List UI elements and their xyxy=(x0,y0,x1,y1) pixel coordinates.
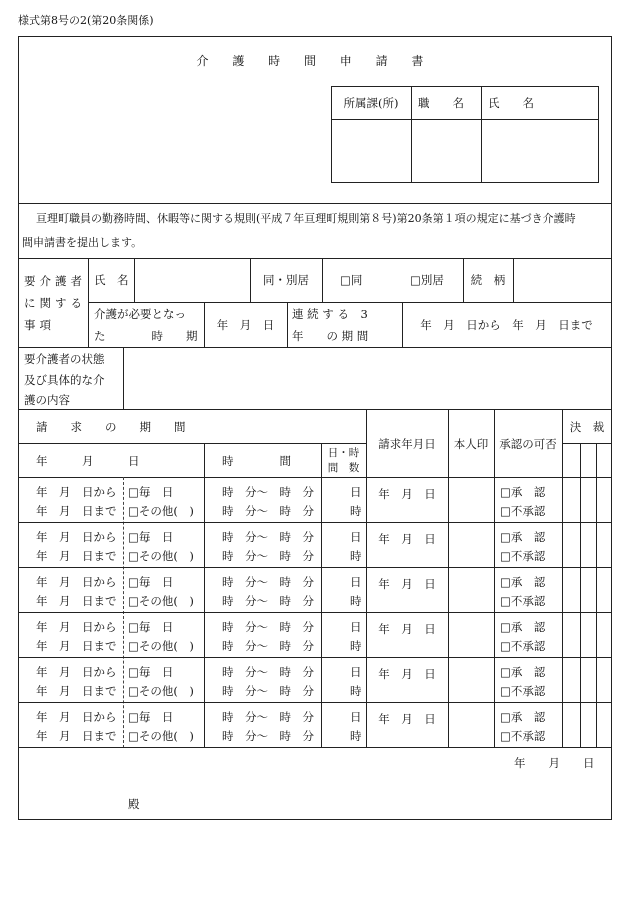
day-count[interactable]: 日 xyxy=(350,665,362,679)
time-range-2[interactable]: 時 分～ 時 分 xyxy=(222,594,314,608)
to-date[interactable]: 年 月 日まで xyxy=(36,684,117,698)
day-count[interactable]: 日 xyxy=(350,575,362,589)
other-checkbox[interactable]: □その他( ) xyxy=(128,549,194,563)
from-date[interactable]: 年 月 日から xyxy=(36,485,117,499)
need-period-label-1: 介護が必要となっ xyxy=(94,307,186,321)
from-date[interactable]: 年 月 日から xyxy=(36,620,117,634)
request-date[interactable]: 年 月 日 xyxy=(378,622,436,636)
days-subheader-1: 日・時 xyxy=(327,447,360,459)
seal-header: 本人印 xyxy=(453,437,489,451)
other-checkbox[interactable]: □その他( ) xyxy=(128,729,194,743)
time-range-1[interactable]: 時 分～ 時 分 xyxy=(222,710,314,724)
approve-checkbox[interactable]: □承 認 xyxy=(500,665,546,679)
approval-header: 承認の可否 xyxy=(499,437,557,451)
to-date[interactable]: 年 月 日まで xyxy=(36,729,117,743)
other-checkbox[interactable]: □その他( ) xyxy=(128,684,194,698)
approve-checkbox[interactable]: □承 認 xyxy=(500,620,546,634)
hour-count[interactable]: 時 xyxy=(350,684,362,698)
time-range-1[interactable]: 時 分～ 時 分 xyxy=(222,485,314,499)
period-header: 請 求 の 期 間 xyxy=(36,420,186,434)
footer-date[interactable]: 年 月 日 xyxy=(514,756,595,770)
reject-checkbox[interactable]: □不承認 xyxy=(500,594,546,608)
to-date[interactable]: 年 月 日まで xyxy=(36,549,117,563)
condition-field[interactable] xyxy=(124,348,611,409)
daily-checkbox[interactable]: □毎 日 xyxy=(128,665,174,679)
same-residence-checkbox[interactable]: □同 xyxy=(340,273,363,287)
dept-label: 所属課(所) xyxy=(343,96,399,110)
care-section-label-3: 事項 xyxy=(24,318,55,332)
other-checkbox[interactable]: □その他( ) xyxy=(128,639,194,653)
condition-label-3: 護の内容 xyxy=(24,393,70,407)
hour-count[interactable]: 時 xyxy=(350,639,362,653)
hour-count[interactable]: 時 xyxy=(350,594,362,608)
request-date-header: 請求年月日 xyxy=(378,437,436,451)
statement-divider xyxy=(18,203,612,204)
from-date[interactable]: 年 月 日から xyxy=(36,530,117,544)
relation-field[interactable] xyxy=(514,259,611,302)
other-checkbox[interactable]: □その他( ) xyxy=(128,504,194,518)
relation-label: 続 柄 xyxy=(470,273,506,287)
day-count[interactable]: 日 xyxy=(350,620,362,634)
dept-field[interactable] xyxy=(332,120,411,182)
care-section-label-1: 要介護者 xyxy=(24,274,86,288)
time-range-2[interactable]: 時 分～ 時 分 xyxy=(222,549,314,563)
to-date[interactable]: 年 月 日まで xyxy=(36,594,117,608)
consecutive-label-1: 連 続 す る 3 xyxy=(292,307,368,321)
request-date[interactable]: 年 月 日 xyxy=(378,532,436,546)
position-field[interactable] xyxy=(412,120,481,182)
frame-top xyxy=(18,36,612,37)
need-period-date[interactable]: 年 月 日 xyxy=(216,318,275,332)
from-date[interactable]: 年 月 日から xyxy=(36,575,117,589)
time-range-1[interactable]: 時 分～ 時 分 xyxy=(222,575,314,589)
form-number: 様式第8号の2(第20条関係) xyxy=(18,14,154,27)
residence-label: 同・別居 xyxy=(263,273,309,287)
condition-label-1: 要介護者の状態 xyxy=(24,352,105,366)
time-range-1[interactable]: 時 分～ 時 分 xyxy=(222,530,314,544)
daily-checkbox[interactable]: □毎 日 xyxy=(128,710,174,724)
other-checkbox[interactable]: □その他( ) xyxy=(128,594,194,608)
hour-count[interactable]: 時 xyxy=(350,504,362,518)
daily-checkbox[interactable]: □毎 日 xyxy=(128,485,174,499)
time-range-2[interactable]: 時 分～ 時 分 xyxy=(222,684,314,698)
hour-count[interactable]: 時 xyxy=(350,549,362,563)
reject-checkbox[interactable]: □不承認 xyxy=(500,684,546,698)
reject-checkbox[interactable]: □不承認 xyxy=(500,729,546,743)
consecutive-label-2: 年 の 期 間 xyxy=(292,329,369,343)
request-date[interactable]: 年 月 日 xyxy=(378,577,436,591)
approve-checkbox[interactable]: □承 認 xyxy=(500,710,546,724)
condition-label-2: 及び具体的な介 xyxy=(24,373,105,387)
reject-checkbox[interactable]: □不承認 xyxy=(500,504,546,518)
hour-count[interactable]: 時 xyxy=(350,729,362,743)
time-range-2[interactable]: 時 分～ 時 分 xyxy=(222,639,314,653)
request-date[interactable]: 年 月 日 xyxy=(378,487,436,501)
separate-residence-checkbox[interactable]: □別居 xyxy=(410,273,444,287)
time-range-2[interactable]: 時 分～ 時 分 xyxy=(222,729,314,743)
days-subheader-2: 間 数 xyxy=(327,462,360,474)
time-range-2[interactable]: 時 分～ 時 分 xyxy=(222,504,314,518)
time-subheader: 時 間 xyxy=(222,454,291,468)
name-label: 氏 名 xyxy=(488,96,534,110)
from-date[interactable]: 年 月 日から xyxy=(36,710,117,724)
from-date[interactable]: 年 月 日から xyxy=(36,665,117,679)
consecutive-period-value[interactable]: 年 月 日から 年 月 日まで xyxy=(420,318,593,332)
daily-checkbox[interactable]: □毎 日 xyxy=(128,530,174,544)
approve-checkbox[interactable]: □承 認 xyxy=(500,530,546,544)
reject-checkbox[interactable]: □不承認 xyxy=(500,639,546,653)
day-count[interactable]: 日 xyxy=(350,710,362,724)
name-field[interactable] xyxy=(482,120,598,182)
need-period-label-2: た 時 期 xyxy=(94,329,198,343)
approve-checkbox[interactable]: □承 認 xyxy=(500,485,546,499)
statement-line-1: 亘理町職員の勤務時間、休暇等に関する規則(平成７年亘理町規則第８号)第20条第１項の規定に基づき介護時 xyxy=(36,212,576,225)
ymd-subheader: 年 月 日 xyxy=(36,454,140,468)
frame-bottom xyxy=(18,819,612,820)
time-range-1[interactable]: 時 分～ 時 分 xyxy=(222,665,314,679)
reject-checkbox[interactable]: □不承認 xyxy=(500,549,546,563)
care-name-label: 氏 名 xyxy=(94,273,129,287)
addressee-suffix: 殿 xyxy=(128,797,140,811)
page-title: 介 護 時 間 申 請 書 xyxy=(196,54,434,68)
daily-checkbox[interactable]: □毎 日 xyxy=(128,575,174,589)
decision-header: 決 裁 xyxy=(569,420,605,434)
day-count[interactable]: 日 xyxy=(350,485,362,499)
care-section-label-2: に関する xyxy=(24,296,86,310)
daily-checkbox[interactable]: □毎 日 xyxy=(128,620,174,634)
approve-checkbox[interactable]: □承 認 xyxy=(500,575,546,589)
time-range-1[interactable]: 時 分～ 時 分 xyxy=(222,620,314,634)
care-name-field[interactable] xyxy=(135,259,250,302)
position-label: 職 名 xyxy=(418,96,464,110)
to-date[interactable]: 年 月 日まで xyxy=(36,504,117,518)
statement-line-2: 間申請書を提出します。 xyxy=(22,236,143,249)
day-count[interactable]: 日 xyxy=(350,530,362,544)
to-date[interactable]: 年 月 日まで xyxy=(36,639,117,653)
request-date[interactable]: 年 月 日 xyxy=(378,667,436,681)
request-date[interactable]: 年 月 日 xyxy=(378,712,436,726)
